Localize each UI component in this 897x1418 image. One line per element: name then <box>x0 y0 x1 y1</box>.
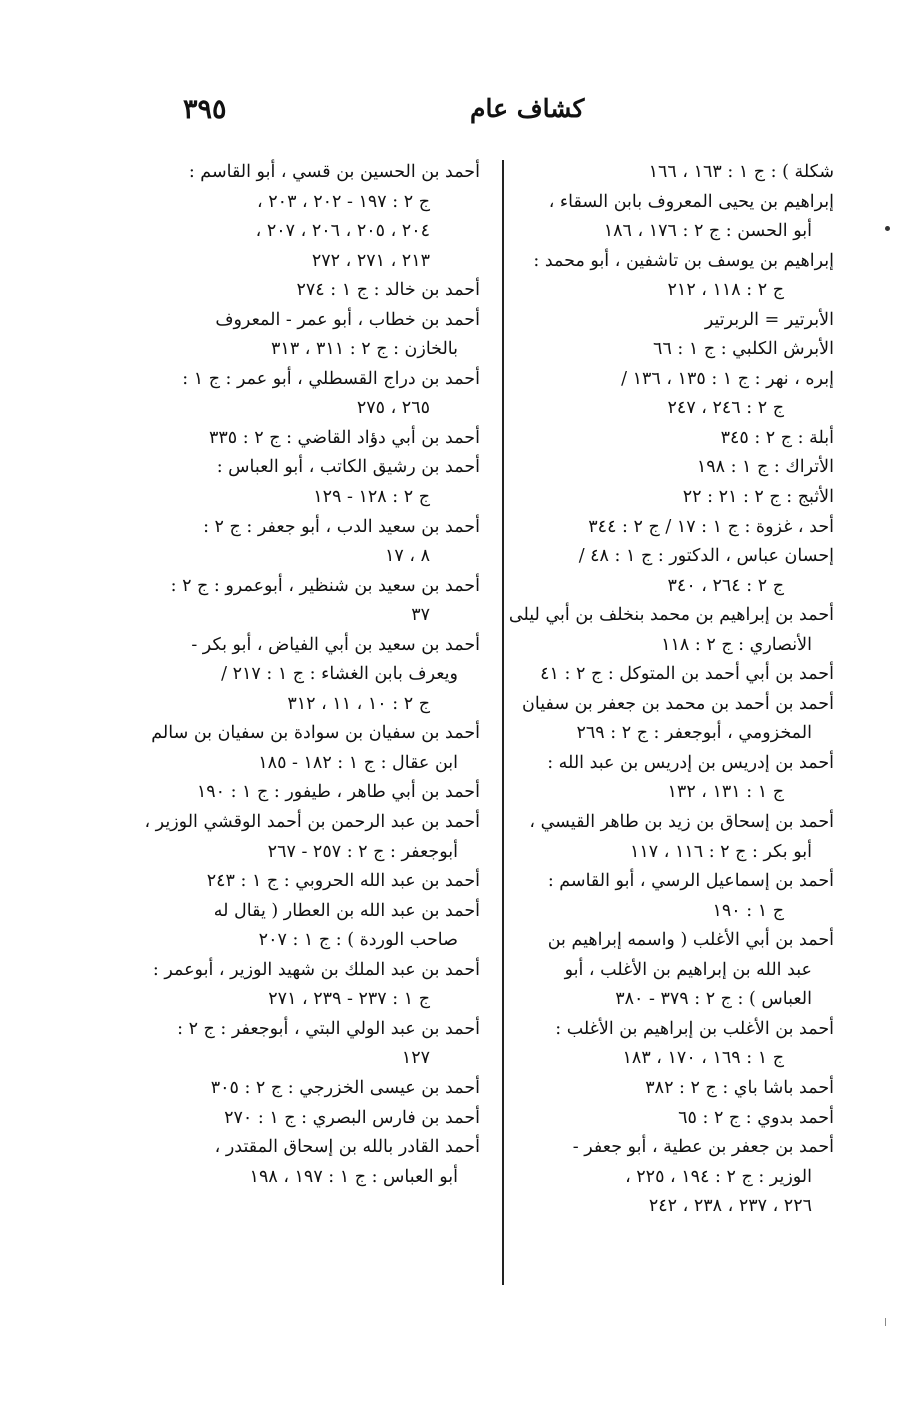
index-column-right <box>508 158 834 1222</box>
margin-tick <box>885 1318 886 1326</box>
left-column-entry-line: أحمد بن عبد الملك بن شهيد الوزير ، أبوعمر : <box>152 959 480 980</box>
left-column-entry-line: أحمد بن رشيق الكاتب ، أبو العباس : <box>216 457 480 478</box>
left-column-entry-line: أحمد بن أبي دؤاد القاضي : ج ٢ : ٣٣٥ <box>209 427 480 448</box>
left-column-entry-line: أحمد بن خالد : ج ١ : ٢٧٤ <box>296 280 480 301</box>
left-column-entry-line: ٢١٣ ، ٢٧١ ، ٢٧٢ <box>311 250 430 271</box>
right-column-entry-line: الأتراك : ج ١ : ١٩٨ <box>696 457 834 478</box>
right-column-entry-line: أحمد بدوي : ج ٢ : ٦٥ <box>678 1107 834 1128</box>
right-column-entry-line: إبراهيم بن يوسف بن تاشفين ، أبو محمد : <box>533 250 834 271</box>
right-column-entry-line: ٢٢٦ ، ٢٣٧ ، ٢٣٨ ، ٢٤٢ <box>648 1196 812 1217</box>
left-column-entry-line: أحمد بن دراج القسطلي ، أبو عمر : ج ١ : <box>182 368 480 389</box>
right-column-entry-line: ج ١ : ١٦٩ ، ١٧٠ ، ١٨٣ <box>622 1048 784 1069</box>
right-column-entry-line: الأبرتير = الربرتير <box>704 309 834 330</box>
right-column-entry-line: أحمد بن أبي الأغلب ( واسمه إبراهيم بن <box>547 930 834 951</box>
right-column-entry-line: الوزير : ج ٢ : ١٩٤ ، ٢٢٥ ، <box>625 1166 812 1187</box>
right-column-entry-line: إبراهيم بن يحيى المعروف بابن السقاء ، <box>548 191 834 212</box>
right-column-entry-line: شكلة ) : ج ١ : ١٦٣ ، ١٦٦ <box>648 162 834 182</box>
right-column-entry-line: ج ١ : ١٣١ ، ١٣٢ <box>667 782 784 803</box>
right-column-entry-line: الأثبج : ج ٢ : ٢١ : ٢٢ <box>682 487 834 508</box>
right-column-entry-line: عبد الله بن إبراهيم بن الأغلب ، أبو <box>564 959 812 980</box>
left-column-entry-line: ج ٢ : ١٠ ، ١١ ، ٣١٢ <box>287 693 430 714</box>
right-column-entry-line: ج ٢ : ١١٨ ، ٢١٢ <box>667 280 784 301</box>
left-column-entry-line: أحمد بن سعيد الدب ، أبو جعفر : ج ٢ : <box>203 516 480 537</box>
right-column-entry-line: أحمد بن جعفر بن عطية ، أبو جعفر - <box>572 1137 834 1158</box>
right-column-entry-line: أحد ، غزوة : ج ١ : ١٧ / ج ٢ : ٣٤٤ <box>588 516 834 537</box>
left-column-entry-line: ٢٠٤ ، ٢٠٥ ، ٢٠٦ ، ٢٠٧ ، <box>255 221 430 242</box>
left-column-entry-line: ١٢٧ <box>401 1048 430 1069</box>
left-column-entry-line: ابن عقال : ج ١ : ١٨٢ - ١٨٥ <box>258 752 458 773</box>
right-column-entry-line: ج ٢ : ٢٤٦ ، ٢٤٧ <box>667 398 784 419</box>
page-number: ٣٩٥ <box>183 94 227 125</box>
left-column-entry-line: أحمد بن عيسى الخزرجي : ج ٢ : ٣٠٥ <box>210 1077 480 1098</box>
left-column-entry-line: أحمد بن الحسين بن قسي ، أبو القاسم : <box>188 162 480 182</box>
left-column-entry-line: أحمد بن خطاب ، أبو عمر - المعروف <box>215 309 480 330</box>
left-column-entry-line: أحمد بن سفيان بن سوادة بن سفيان بن سالم <box>151 723 480 744</box>
right-column-entry-line: أبو الحسن : ج ٢ : ١٧٦ ، ١٨٦ <box>603 221 812 242</box>
left-column-entry-line: أبوجعفر : ج ٢ : ٢٥٧ - ٢٦٧ <box>267 841 458 862</box>
left-column-entry-line: أحمد بن عبد الرحمن بن أحمد الوقشي الوزير ، <box>144 812 480 833</box>
right-column-entry-line: أحمد بن إسحاق بن زيد بن طاهر القيسي ، <box>529 812 834 833</box>
right-column-entry-line: المخزومي ، أبوجعفر : ج ٢ : ٢٦٩ <box>576 723 812 744</box>
right-column-entry-line: العباس ) : ج ٢ : ٣٧٩ - ٣٨٠ <box>615 989 812 1010</box>
left-column-entry-line: أحمد بن عبد الله الحروبي : ج ١ : ٢٤٣ <box>206 871 480 892</box>
left-column-entry-line: ج ١ : ٢٣٧ - ٢٣٩ ، ٢٧١ <box>268 989 430 1010</box>
margin-dot <box>885 226 890 231</box>
left-column-entry-line: ويعرف بابن الغشاء : ج ١ : ٢١٧ / <box>221 664 458 685</box>
left-column-entry-line: ج ٢ : ١٢٨ - ١٢٩ <box>313 487 430 508</box>
left-column-entry-line: أحمد بن سعيد بن شنظير ، أبوعمرو : ج ٢ : <box>170 575 480 596</box>
right-column-entry-line: إبره ، نهر : ج ١ : ١٣٥ ، ١٣٦ / <box>621 368 834 389</box>
left-column-entry-line: بالخازن : ج ٢ : ٣١١ ، ٣١٣ <box>271 339 458 360</box>
right-column-entry-line: أحمد بن أبي أحمد بن المتوكل : ج ٢ : ٤١ <box>540 664 834 685</box>
left-column-entry-line: أحمد بن عبد الولي البتي ، أبوجعفر : ج ٢ : <box>177 1018 480 1039</box>
left-column-entry-line: أحمد القادر بالله بن إسحاق المقتدر ، <box>214 1137 480 1158</box>
right-column-entry-line: الأنصاري : ج ٢ : ١١٨ <box>661 634 812 655</box>
right-column-entry-line: إحسان عباس ، الدكتور : ج ١ : ٤٨ / <box>578 546 834 567</box>
right-column-entry-line: أحمد بن أحمد بن محمد بن جعفر بن سفيان <box>522 693 834 714</box>
left-column-entry-line: ٨ ، ١٧ <box>385 546 430 567</box>
right-column-entry-line: أحمد باشا باي : ج ٢ : ٣٨٢ <box>645 1077 834 1098</box>
right-column-entry-line: أحمد بن إبراهيم بن محمد بنخلف بن أبي ليلى <box>508 605 834 626</box>
left-column-entry-line: أبو العباس : ج ١ : ١٩٧ ، ١٩٨ <box>249 1166 458 1187</box>
right-column-entry-line: أحمد بن إدريس بن إدريس بن عبد الله : <box>547 752 834 773</box>
left-column-entry-line: أحمد بن فارس البصري : ج ١ : ٢٧٠ <box>224 1107 480 1128</box>
right-column-entry-line: أحمد بن الأغلب بن إبراهيم بن الأغلب : <box>555 1018 834 1039</box>
column-divider <box>502 160 504 1285</box>
left-column-entry-line: صاحب الوردة ) : ج ١ : ٢٠٧ <box>258 930 458 951</box>
left-column-entry-line: ٣٧ <box>411 605 430 626</box>
right-column-entry-line: الأبرش الكلبي : ج ١ : ٦٦ <box>653 339 834 360</box>
left-column-entry-line: أحمد بن عبد الله بن العطار ( يقال له <box>213 900 480 921</box>
index-column-left <box>144 158 480 1192</box>
running-header-title: كشاف عام <box>470 94 585 123</box>
right-column-entry-line: ج ٢ : ٢٦٤ ، ٣٤٠ <box>667 575 784 596</box>
right-column-entry-line: أبلة : ج ٢ : ٣٤٥ <box>720 427 834 448</box>
right-column-entry-line: أحمد بن إسماعيل الرسي ، أبو القاسم : <box>547 871 834 892</box>
left-column-entry-line: أحمد بن سعيد بن أبي الفياض ، أبو بكر - <box>191 634 480 655</box>
right-column-entry-line: أبو بكر : ج ٢ : ١١٦ ، ١١٧ <box>629 841 812 862</box>
right-column-entry-line: ج ١ : ١٩٠ <box>712 900 784 921</box>
left-column-entry-line: ٢٦٥ ، ٢٧٥ <box>356 398 430 419</box>
left-column-entry-line: أحمد بن أبي طاهر ، طيفور : ج ١ : ١٩٠ <box>196 782 480 803</box>
left-column-entry-line: ج ٢ : ١٩٧ - ٢٠٢ ، ٢٠٣ ، <box>257 191 430 212</box>
